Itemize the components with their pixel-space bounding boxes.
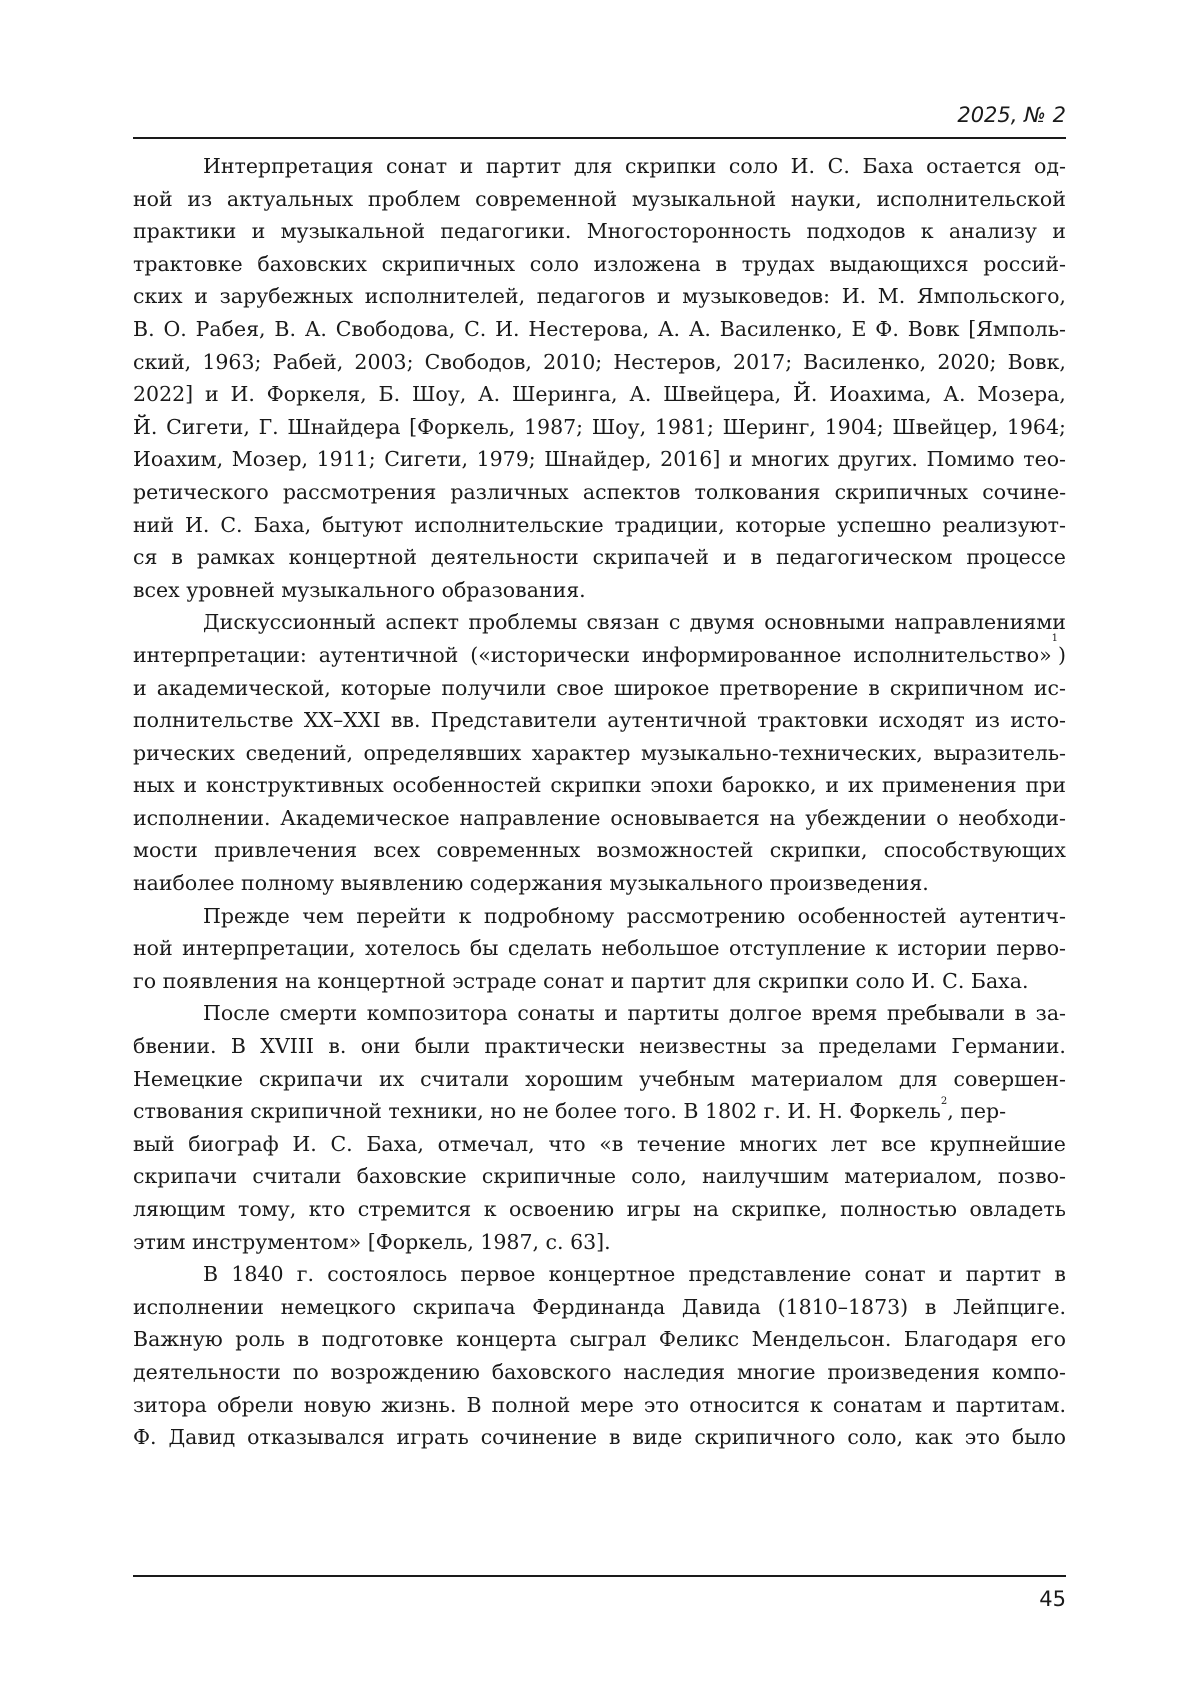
- closing-paren: ): [1058, 642, 1066, 667]
- text-line: Иоахим, Мозер, 1911; Сигети, 1979; Шнайдер, 2016] и многих других. Помимо тео-: [133, 447, 1066, 472]
- paragraph: [133, 606, 1066, 899]
- text-line: ний И. С. Баха, бытуют исполнительские традиции, которые успешно реализуют-: [133, 512, 1066, 537]
- text-line: ной из актуальных проблем современной музыкальной науки, исполнительской: [133, 186, 1066, 211]
- issue-label: 2025, № 2: [957, 103, 1066, 127]
- text-line: полнительстве XX–XXI вв. Представители аутентичной трактовки исходят из исто-: [133, 708, 1066, 733]
- text-line-with-footnote: [133, 1095, 1066, 1128]
- text-line: Й. Сигети, Г. Шнайдера [Форкель, 1987; Шоу, 1981; Шеринг, 1904; Швейцер, 1964;: [133, 414, 1066, 439]
- article-body: [133, 150, 1066, 1454]
- text-line: наиболее полному выявлению содержания музыкального произведения.: [133, 871, 929, 896]
- text-line: этим инструментом» [Форкель, 1987, с. 63].: [133, 1229, 611, 1254]
- page-footer: [133, 1575, 1066, 1611]
- text-line: рических сведений, определявших характер музыкально-технических, выразитель-: [133, 740, 1066, 765]
- text-line: ных и конструктивных особенностей скрипки эпохи барокко, и их применения при: [133, 773, 1066, 798]
- paragraph: [133, 150, 1066, 606]
- text-line: Немецкие скрипачи их считали хорошим учебным материалом для совершен-: [133, 1066, 1066, 1091]
- paragraph: [133, 997, 1066, 1258]
- text-line: бвении. В XVIII в. они были практически неизвестны за пределами Германии.: [133, 1034, 1066, 1059]
- text-line: всех уровней музыкального образования.: [133, 577, 586, 602]
- text-line: ствования скрипичной техники, но не более того. В 1802 г. И. Н. Форкель: [133, 1099, 941, 1124]
- text-line: ной интерпретации, хотелось бы сделать небольшое отступление к истории перво-: [133, 936, 1066, 961]
- text-line: Важную роль в подготовке концерта сыграл Феликс Мендельсон. Благодаря его: [133, 1327, 1066, 1352]
- text-line: В 1840 г. состоялось первое концертное представление сонат и партит в: [203, 1262, 1066, 1287]
- text-line: мости привлечения всех современных возможностей скрипки, способствующих: [133, 838, 1066, 863]
- text-line: Прежде чем перейти к подробному рассмотрению особенностей аутентич-: [203, 903, 1066, 928]
- text-line: ляющим тому, кто стремится к освоению игры на скрипке, полностью овладеть: [133, 1197, 1066, 1221]
- text-line: практики и музыкальной педагогики. Многосторонность подходов к анализу и: [133, 219, 1066, 244]
- running-header: [133, 97, 1066, 139]
- text-line: В. О. Рабея, В. А. Свободова, С. И. Нестерова, А. А. Василенко, Е Ф. Вовк [Ямполь-: [133, 316, 1066, 341]
- paragraph: [133, 900, 1066, 998]
- text-line-with-footnote: интерпретации: аутентичной («исторически информированное исполнительство» 1 ): [133, 639, 1066, 672]
- text-line: ретического рассмотрения различных аспектов толкования скрипичных сочине-: [133, 479, 1066, 504]
- text-line: скрипачи считали баховские скрипичные соло, наилучшим материалом, позво-: [133, 1164, 1066, 1189]
- text-line: вый биограф И. С. Баха, отмечал, что «в течение многих лет все крупнейшие: [133, 1131, 1066, 1156]
- text-line: Интерпретация сонат и партит для скрипки соло И. С. Баха остается од-: [203, 154, 1066, 178]
- text-line: го появления на концертной эстраде сонат и партит для скрипки соло И. С. Баха.: [133, 968, 1029, 993]
- paragraph: [133, 1258, 1066, 1454]
- text-line: и академической, которые получили свое широкое претворение в скрипичном ис-: [133, 675, 1066, 700]
- text-line: трактовке баховских скрипичных соло изложена в трудах выдающихся россий-: [133, 251, 1066, 276]
- text-line: ся в рамках концертной деятельности скрипачей и в педагогическом процессе: [133, 545, 1066, 570]
- text-line: ских и зарубежных исполнителей, педагогов и музыковедов: И. М. Ямпольского,: [133, 284, 1066, 309]
- footnote-mark[interactable]: 2: [940, 1096, 948, 1108]
- text-line: исполнении. Академическое направление основывается на убеждении о необходи-: [133, 805, 1066, 830]
- text-line: После смерти композитора сонаты и партиты долгое время пребывали в за-: [203, 1001, 1066, 1026]
- text-line: зитора обрели новую жизнь. В полной мере это относится к сонатам и партитам.: [133, 1392, 1066, 1417]
- text-line: 2022] и И. Форкеля, Б. Шоу, А. Шеринга, А. Швейцера, Й. Иоахима, А. Мозера,: [133, 382, 1066, 407]
- footnote-mark[interactable]: 1: [1051, 632, 1058, 644]
- page-number: 45: [1039, 1587, 1066, 1611]
- text-line: деятельности по возрождению баховского наследия многие произведения компо-: [133, 1359, 1066, 1384]
- text-line: Ф. Давид отказывался играть сочинение в виде скрипичного соло, как это было: [133, 1425, 1066, 1450]
- text-line-end: , пер-: [947, 1099, 1007, 1124]
- text-line: исполнении немецкого скрипача Фердинанда Давида (1810–1873) в Лейпциге.: [133, 1294, 1066, 1319]
- text-line: Дискуссионный аспект проблемы связан с двумя основными направлениями: [203, 610, 1066, 635]
- text-line: ский, 1963; Рабей, 2003; Свободов, 2010; Нестеров, 2017; Василенко, 2020; Вовк,: [133, 349, 1066, 374]
